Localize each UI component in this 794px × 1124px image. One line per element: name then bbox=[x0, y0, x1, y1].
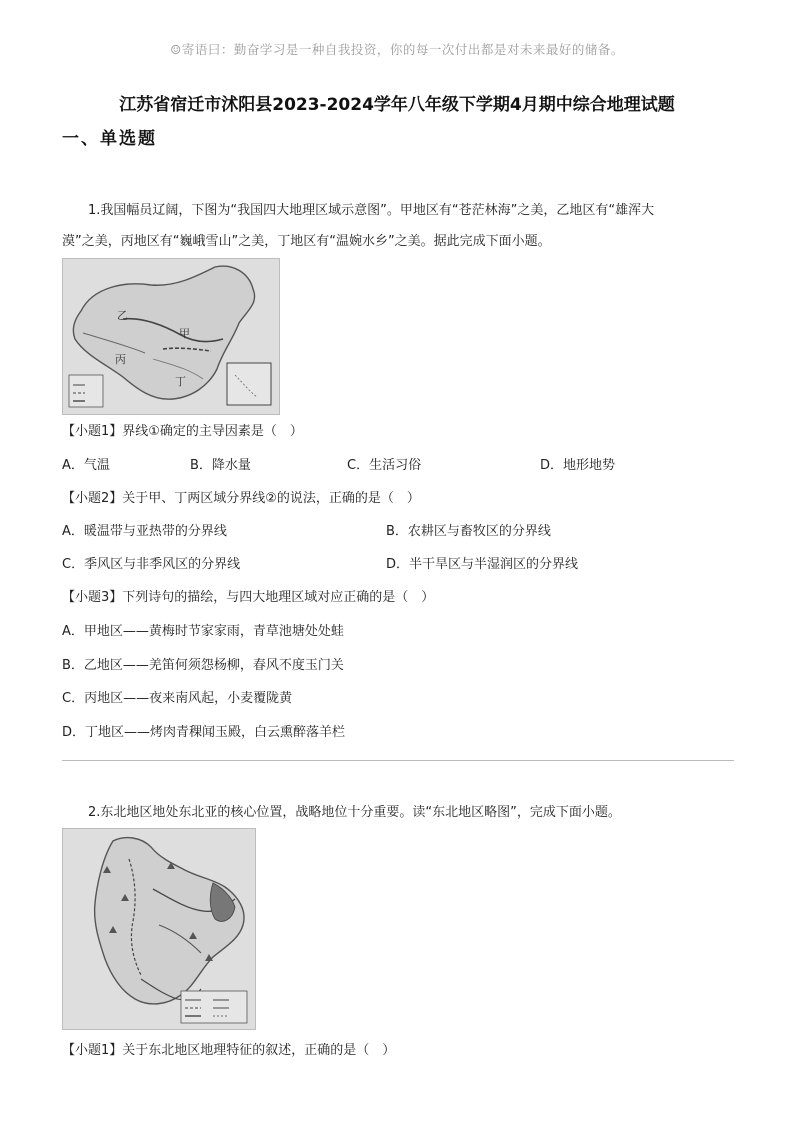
header-motto: ☺寄语曰：勤奋学习是一种自我投资，你的每一次付出都是对未来最好的储备。 bbox=[170, 42, 624, 57]
map-label-yi: 乙 bbox=[117, 309, 128, 322]
page-title: 江苏省宿迁市沭阳县2023-2024学年八年级下学期4月期中综合地理试题 bbox=[119, 95, 675, 115]
q1-sub3-option-b: B．乙地区——羌笛何须怨杨柳，春风不度玉门关 bbox=[62, 658, 344, 673]
map-label-ding: 丁 bbox=[175, 375, 186, 388]
q1-sub1-option-b: B．降水量 bbox=[190, 458, 251, 473]
china-regions-map-drawing bbox=[63, 259, 279, 414]
question-2-stem: 2.东北地区地处东北亚的核心位置，战略地位十分重要。读“东北地区略图”，完成下面小题。 bbox=[88, 805, 621, 820]
map-label-jia: 甲 bbox=[179, 327, 190, 340]
q1-sub1-option-d: D．地形地势 bbox=[540, 458, 616, 473]
question-1-stem-line2: 漠”之美，丙地区有“巍峨雪山”之美，丁地区有“温婉水乡”之美。据此完成下面小题。 bbox=[62, 234, 551, 249]
q1-sub3-option-d: D．丁地区——烤肉青稞闻玉殿，白云熏醉落羊栏 bbox=[62, 725, 346, 740]
q1-sub3-prompt: 【小题3】下列诗句的描绘，与四大地理区域对应正确的是（ ） bbox=[62, 590, 435, 605]
q2-sub1-prompt: 【小题1】关于东北地区地理特征的叙述，正确的是（ ） bbox=[62, 1043, 396, 1058]
q1-sub2-option-c: C．季风区与非季风区的分界线 bbox=[62, 557, 241, 572]
northeast-china-map bbox=[62, 828, 256, 1030]
q1-sub2-option-a: A．暖温带与亚热带的分界线 bbox=[62, 524, 227, 539]
q1-sub3-option-a: A．甲地区——黄梅时节家家雨，青草池塘处处蛙 bbox=[62, 624, 344, 639]
q1-sub2-option-b: B．农耕区与畜牧区的分界线 bbox=[386, 524, 551, 539]
q1-sub3-option-c: C．丙地区——夜来南风起，小麦覆陇黄 bbox=[62, 691, 293, 706]
china-regions-map bbox=[62, 258, 280, 415]
q1-sub1-option-c: C．生活习俗 bbox=[347, 458, 422, 473]
map-label-bing: 丙 bbox=[115, 353, 126, 366]
northeast-china-map-drawing bbox=[63, 829, 255, 1029]
question-1-stem bbox=[62, 195, 738, 257]
question-1-stem-line1: 1.我国幅员辽阔，下图为“我国四大地理区域示意图”。甲地区有“苍茫林海”之美，乙地区有“雄浑大 bbox=[88, 203, 655, 218]
section-title: 一、单选题 bbox=[62, 129, 157, 149]
q1-sub1-option-a: A．气温 bbox=[62, 458, 110, 473]
question-divider bbox=[62, 760, 734, 761]
q1-sub2-option-d: D．半干旱区与半湿润区的分界线 bbox=[386, 557, 579, 572]
q1-sub1-prompt: 【小题1】界线①确定的主导因素是（ ） bbox=[62, 424, 303, 439]
q1-sub2-prompt: 【小题2】关于甲、丁两区域分界线②的说法，正确的是（ ） bbox=[62, 491, 420, 506]
